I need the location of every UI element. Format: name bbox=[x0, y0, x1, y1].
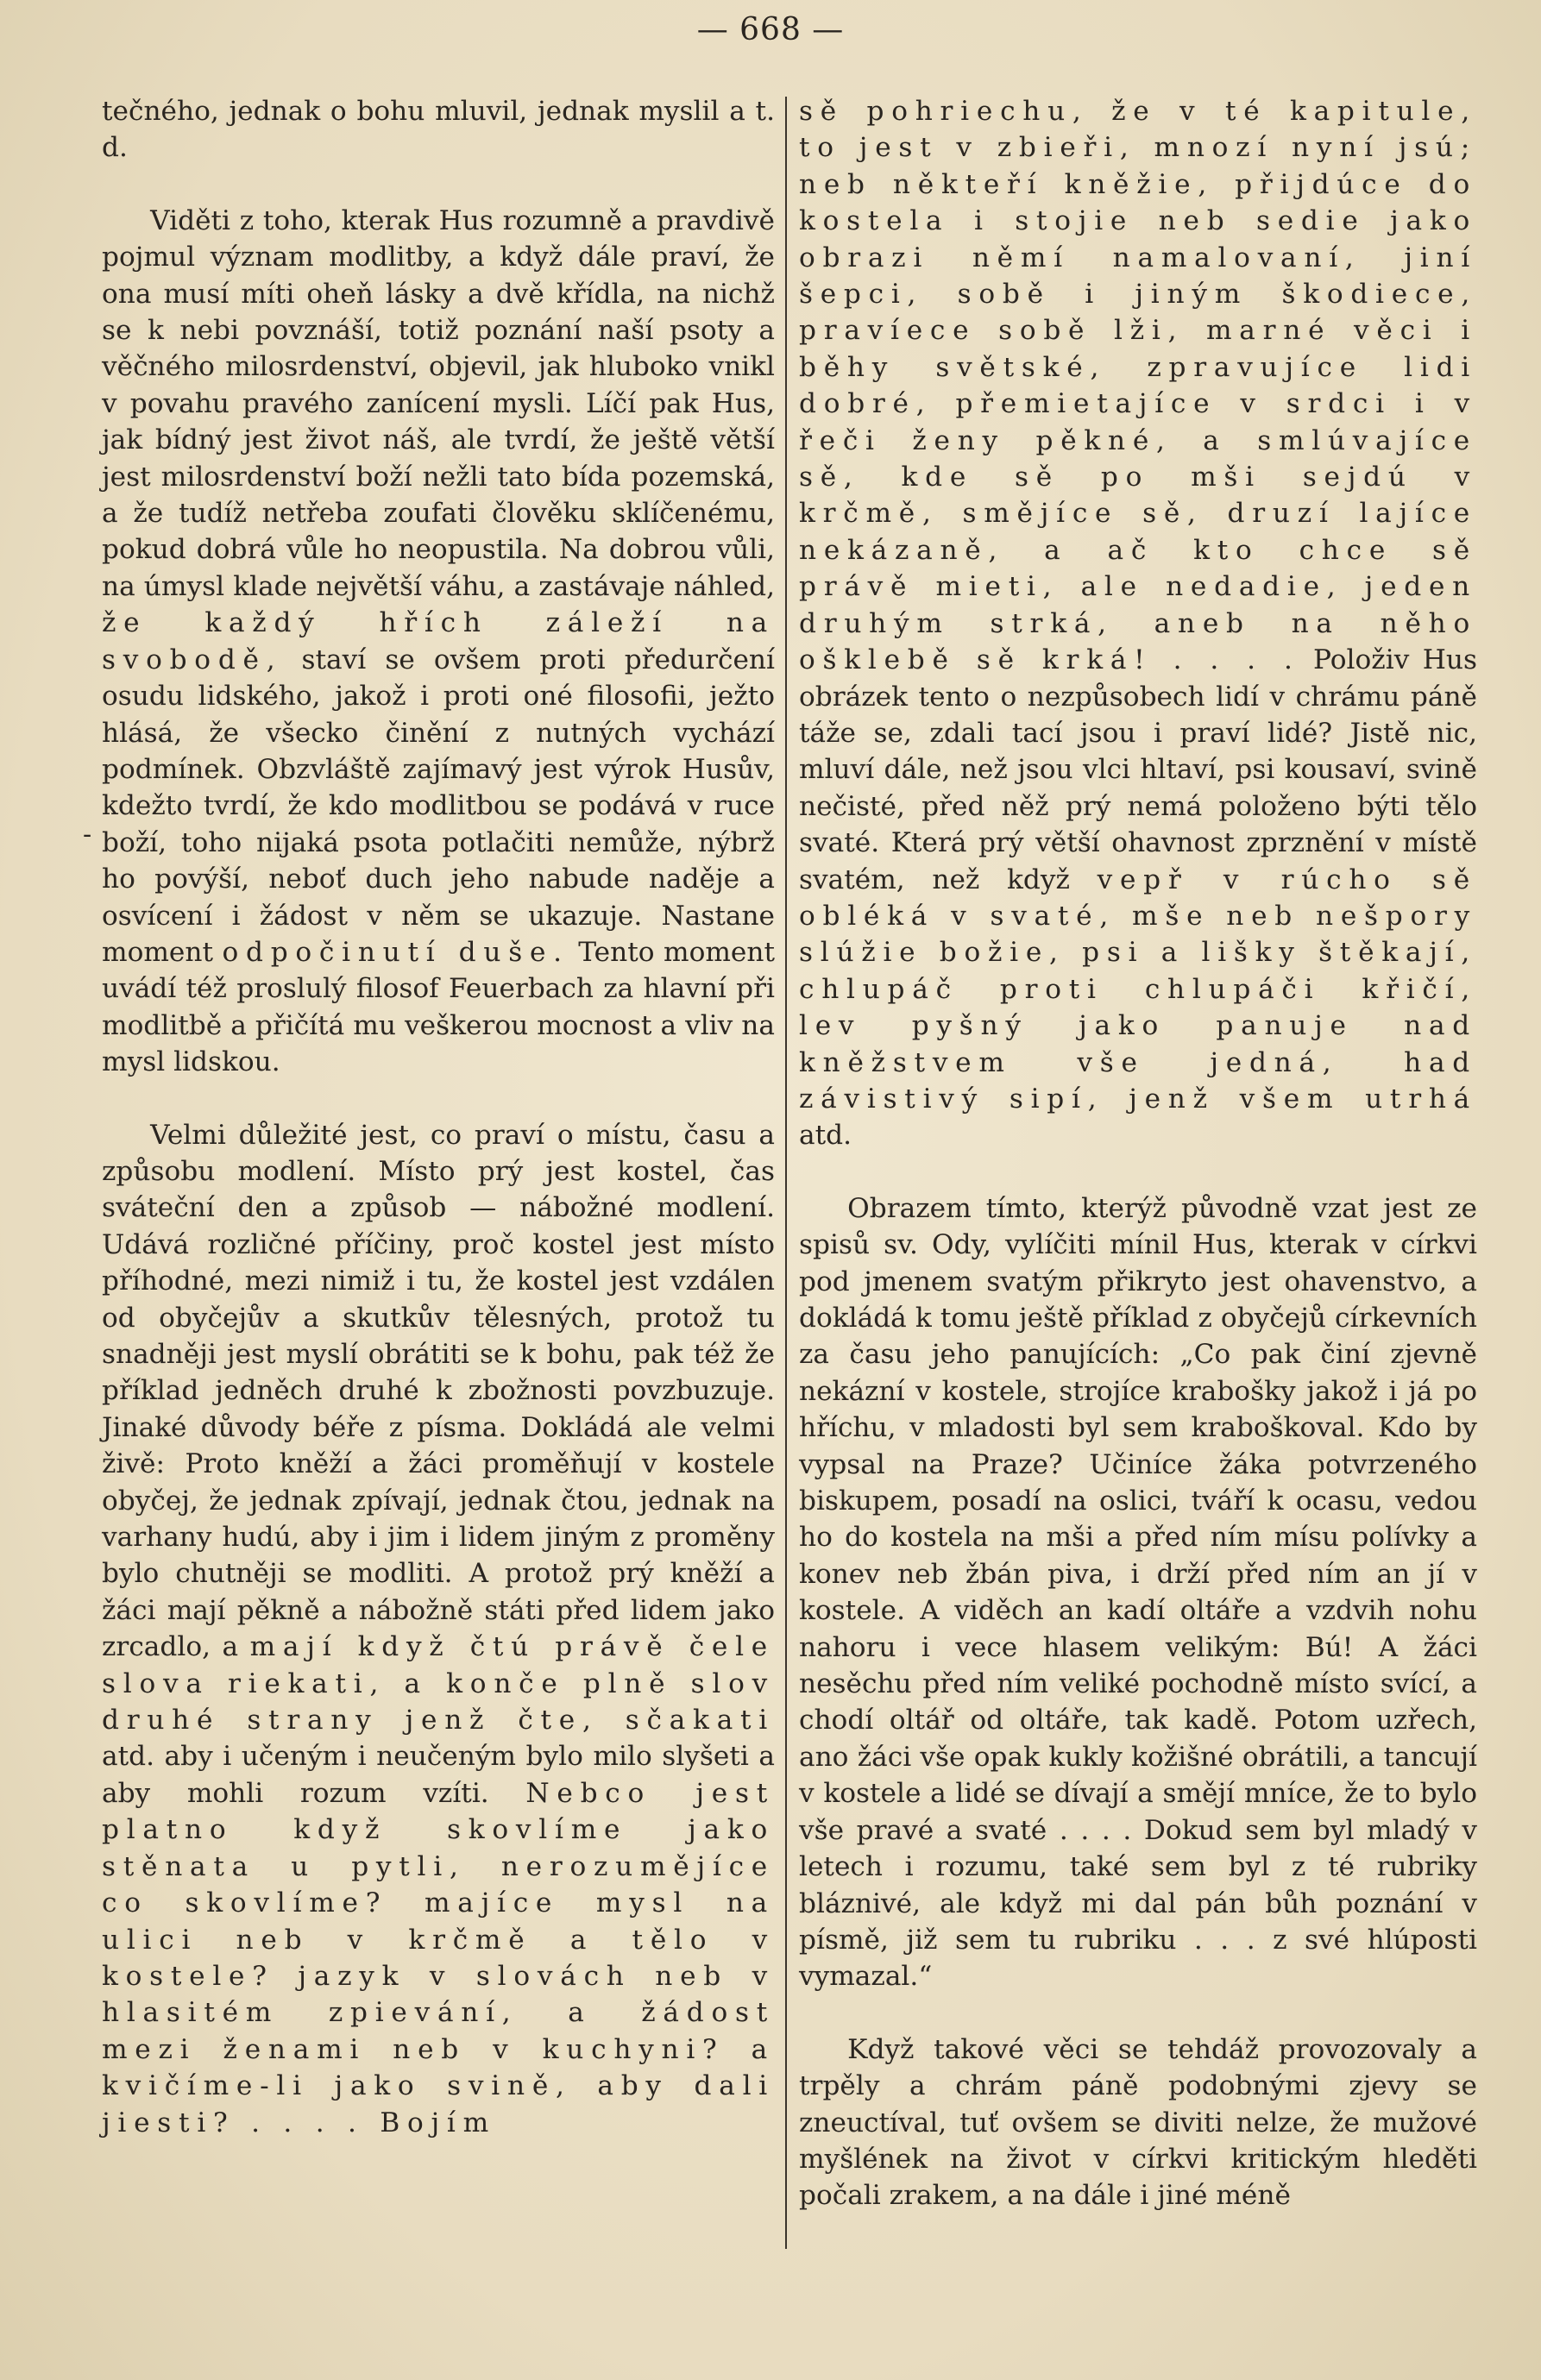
margin-mark: - bbox=[83, 819, 92, 850]
right-column bbox=[799, 93, 1477, 2214]
column-divider bbox=[785, 97, 787, 2249]
page-number: — 668 — bbox=[696, 12, 845, 47]
text-run: Velmi důležité jest, co praví o místu, času a způsobu modlení. Místo prý jest kostel, čas sváteční den a způsob — nábožné modlení. Udává rozličné příčiny, proč kostel jest místo příhodné, mezi nimiž i tu, že kostel jest vzdálen od obyčejův a skutkův tělesných, protož tu snadněji jest myslí obrátiti se k bohu, pak též že příklad jedněch druhé k zbožnosti povzbuzuje. Jinaké důvody béře z písma. Dokládá ale velmi živě: Proto kněží a žáci proměňují v kostele obyčej, že jednak zpívají, jednak čtou, jednak na varhany hudú, aby i jim i lidem jiným z proměny bylo chutněji se modliti. A protož prý kněží a žáci mají pěkně a nábožně státi před lidem jako zrcadlo, a bbox=[102, 1119, 775, 1663]
spaced-emphasis: že každý hřích záleží na svobodě, bbox=[102, 607, 775, 675]
spaced-emphasis: vepř v rúcho sě obléká v svaté, mše neb nešpory slúžie božie, psi a lišky štěkají, chlupáč proti chlupáči křičí, lev pyšný jako panuje nad kněžstvem vše jedná, had závistivý sipí, jenž všem utrhá bbox=[799, 863, 1477, 1115]
spaced-emphasis: mají když čtú právě čele slova riekati, a konče plně slov druhé strany jenž čte, sčakati bbox=[102, 1631, 775, 1736]
text-run: atd. aby i učeným i neučeným bylo milo slyšeti a aby mohli rozum vzíti. bbox=[102, 1741, 775, 1809]
paragraph-place-time bbox=[102, 1117, 775, 2141]
text-run: Položiv Hus obrázek tento o nezpůsobech lidí v chrámu páně táže se, zdali tací jsou i praví lidé? Jistě nic, mluví dále, než jsou vlci hltaví, psi kousaví, svině nečisté, před něž prý nemá položeno býti tělo svaté. Která prý větší ohavnost zprznění v místě svatém, než když bbox=[799, 644, 1478, 895]
text-run: staví se ovšem proti předurčení osudu lidského, jakož i proti oné filosofii, ježto hlásá, že všecko činění z nutných vychází podmínek. Obzvláště zajímavý jest výrok Husův, kdežto tvrdí, že kdo modlitbou se podává v ruce boží, toho nijaká psota potlačiti nemůže, nýbrž ho povýší, neboť duch jeho nabude naděje a osvícení i žádost v něm se ukazuje. Nastane moment bbox=[102, 644, 775, 968]
spaced-emphasis: sě pohriechu, že v té kapitule, to jest v zbieři, mnozí nyní jsú; neb někteří kněžie, přijdúce do kostela i stojie neb sedie jako obrazi němí namalovaní, jiní šepci, sobě i jiným škodiece, pravíece sobě lži, marné věci i běhy světské, zpravujíce lidi dobré, přemietajíce v srdci i v řeči ženy pěkné, a smlúvajíce sě, kde sě po mši sejdú v krčmě, smějíce sě, druzí lajíce nekázaně, a ač kto chce sě právě mieti, ale nedadie, jeden druhým strká, aneb na něho ošklebě sě krká! . . . . bbox=[799, 96, 1477, 676]
paragraph-prayer bbox=[102, 203, 775, 1081]
left-column bbox=[102, 93, 775, 2141]
paragraph-image: Obrazem tímto, kterýž původně vzat jest ze spisů sv. Ody, vylíčiti mínil Hus, kterak v církvi pod jmenem svatým přikryto jest ohavenstvo, a dokládá k tomu ještě příklad z obyčejů církevních za času jeho panujících: „Co pak činí zjevně nekázní v kostele, strojíce krabošky jakož i já po hříchu, v mladosti byl sem kraboškoval. Kdo by vypsal na Praze? Učiníce žáka potvrzeného biskupem, posadí na oslici, tváří k ocasu, vedou ho do kostela na mši a před ním mísu polívky a konev neb žbán piva, i drží před ním an jí v kostele. A viděch an kadí oltáře a vzdvih nohu nahoru i vece hlasem velikým: Bú! A žáci nesěchu před ním veliké pochodně místo svící, a chodí oltář od oltáře, tak kadě. Potom uzřech, ano žáci vše opak kukly kožišné obrátili, a tancují v kostele a lidé se dívají a smějí mníce, že to bylo vše pravé a svaté . . . . Dokud sem byl mladý v letech i rozumu, také sem byl z té rubriky bláznivé, ale když mi dal pán bůh poznání v písmě, již sem tu rubriku . . . z své hlúposti vymazal.“ bbox=[799, 1192, 1477, 1993]
text-run: atd. bbox=[799, 1120, 852, 1152]
paragraph-conclusion: Když takové věci se tehdáž provozovaly a trpěly a chrám páně podobnými zjevy se zneuctíval, tuť ovšem se diviti nelze, že mužové myšlének na život v církvi kritickým hleděti počali zrakem, a na dále i jiné méně bbox=[799, 2033, 1477, 2212]
text-run: Tento moment uvádí též proslulý filosof Feuerbach za hlavní při modlitbě a přičítá mu veškerou mocnost a vliv na mysl lidskou. bbox=[102, 936, 776, 1078]
paragraph-quote bbox=[799, 93, 1477, 1154]
spaced-emphasis: odpočinutí duše. bbox=[222, 936, 569, 968]
spaced-emphasis: Nebco jest platno když skovlíme jako stěnata u pytli, nerozumějíce co skovlíme? majíce mysl na ulici neb v krčmě a tělo v kostele? jazyk v slovách neb v hlasitém zpievání, a žádost mezi ženami neb v kuchyni? a kvičíme-li jako svině, aby dali jiesti? . . . . Bojím bbox=[102, 1777, 775, 2138]
paragraph-continuation: tečného, jednak o bohu mluvil, jednak myslil a t. d. bbox=[102, 96, 775, 164]
text-run: Viděti z toho, kterak Hus rozumně a pravdivě pojmul význam modlitby, a když dále praví, že ona musí míti oheň lásky a dvě křídla, na nichž se k nebi povznáší, totiž poznání naší psoty a věčného milosrdenství, objevil, jak hluboko vnikl v povahu pravého zanícení mysli. Líčí pak Hus, jak bídný jest život náš, ale tvrdí, že ještě větší jest milosrdenství boží nežli tato bída pozemská, a že tudíž netřeba zoufati člověku sklíčenému, pokud dobrá vůle ho neopustila. Na dobrou vůli, na úmysl klade největší váhu, a zastávaje náhled, bbox=[102, 204, 775, 602]
